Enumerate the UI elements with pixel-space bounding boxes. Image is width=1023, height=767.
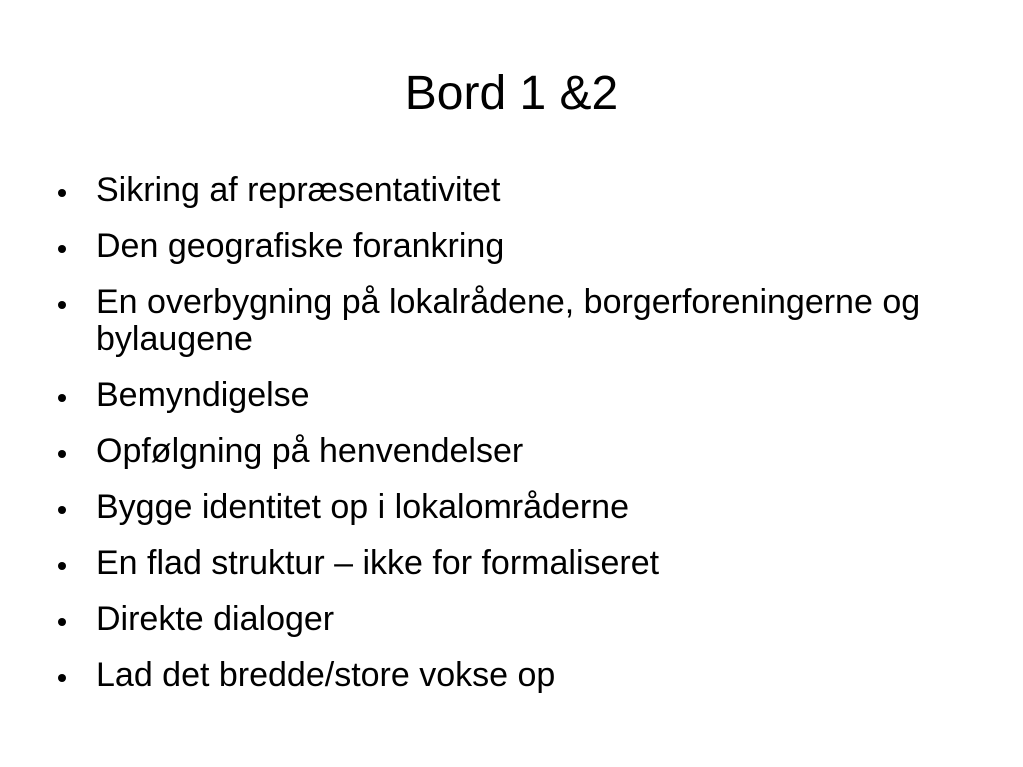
list-item <box>58 545 998 582</box>
list-item <box>58 284 998 358</box>
bullet-text: Direkte dialoger <box>96 600 335 638</box>
list-item <box>58 601 998 638</box>
bullet-text: Lad det bredde/store vokse op <box>96 656 556 694</box>
list-item <box>58 433 998 470</box>
bullet-text: Bemyndigelse <box>96 376 310 414</box>
bullet-icon <box>58 394 66 402</box>
bullet-icon <box>58 245 66 253</box>
bullet-text: Den geografiske forankring <box>96 227 505 265</box>
list-item <box>58 489 998 526</box>
bullet-text: Bygge identitet op i lokalområderne <box>96 488 629 526</box>
bullet-text: En flad struktur – ikke for formaliseret <box>96 544 660 582</box>
bullet-icon <box>58 506 66 514</box>
bullet-icon <box>58 618 66 626</box>
bullet-icon <box>58 189 66 197</box>
list-item <box>58 172 998 209</box>
list-item <box>58 377 998 414</box>
bullet-icon <box>58 674 66 682</box>
bullet-list <box>58 172 998 713</box>
bullet-text: En overbygning på lokalrådene, borgerforeningerne og bylaugene <box>96 283 921 358</box>
bullet-icon <box>58 301 66 309</box>
bullet-text: Opfølgning på henvendelser <box>96 432 524 470</box>
list-item <box>58 657 998 694</box>
slide-title: Bord 1 &2 <box>404 67 619 120</box>
list-item <box>58 228 998 265</box>
bullet-icon <box>58 450 66 458</box>
bullet-icon <box>58 562 66 570</box>
bullet-text: Sikring af repræsentativitet <box>96 171 501 209</box>
